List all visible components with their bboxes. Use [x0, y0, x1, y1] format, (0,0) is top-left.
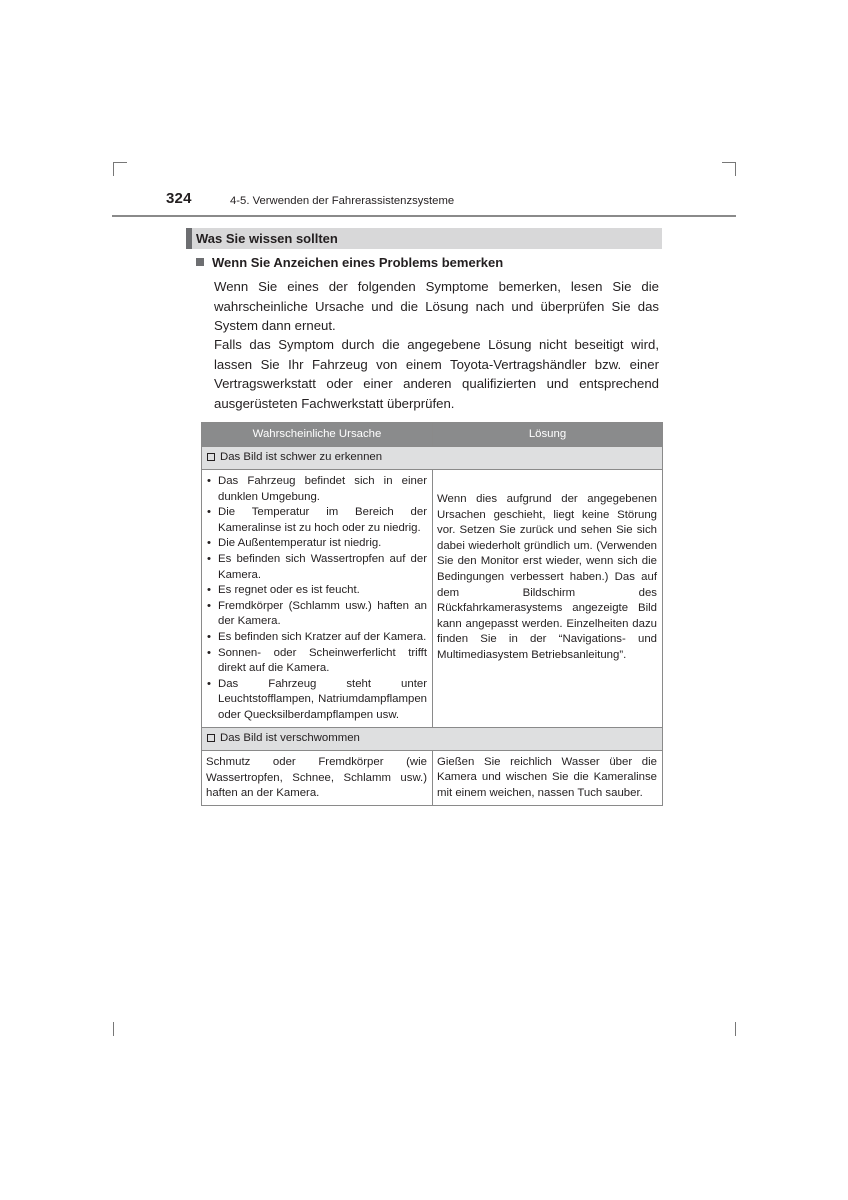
support-paragraph: Falls das Symptom durch die angegebene Lösung nicht beseitigt wird, lassen Sie Ihr Fahrzeug von einem Toyota-Vertragshändler bzw. einer Vertragswerkstatt oder einer anderen qualifizierten und entsprechend ausgerüsteten Fachwerkstatt überprüfen. — [214, 337, 659, 411]
list-item: • Es regnet oder es ist feucht. — [206, 583, 427, 599]
list-item: • Die Außentemperatur ist niedrig. — [206, 536, 427, 552]
symptom-row — [202, 727, 663, 750]
checkbox-icon — [207, 734, 215, 742]
solution-cell: Wenn dies aufgrund der angegebenen Ursachen geschieht, liegt keine Störung vor. Setzen Sie zurück und sehen Sie sich dabei wiederholt gründlich um. (Verwenden Sie den Monitor erst wieder, wenn sich die Bedingungen verbessert haben.) Das auf dem Bildschirm des Rückfahrkamerasystems angezeigte Bild kann angepasst werden. Einzelheiten dazu finden Sie in der “Navigations- und Multimediasystem Betriebsanleitung”. — [433, 470, 663, 728]
list-item: • Das Fahrzeug steht unter Leuchtstofflampen, Natriumdampflampen oder Quecksilberdampflampen usw. — [206, 677, 427, 724]
checkbox-icon — [207, 453, 215, 461]
section-title: Was Sie wissen sollten — [196, 231, 338, 246]
crop-mark — [722, 162, 736, 163]
subheading — [196, 255, 503, 270]
table-row — [202, 470, 663, 728]
subheading-text: Wenn Sie Anzeichen eines Problems bemerken — [212, 255, 504, 270]
table-header-row — [202, 423, 663, 447]
crop-mark — [113, 162, 127, 163]
symptom-cell — [202, 447, 663, 470]
square-bullet-icon — [196, 258, 204, 266]
header-cause: Wahrscheinliche Ursache — [202, 423, 433, 447]
symptom-label: Das Bild ist verschwommen — [220, 731, 360, 744]
crop-mark — [113, 162, 114, 176]
list-item: • Es befinden sich Wassertropfen auf der Kamera. — [206, 552, 427, 583]
table-row — [202, 750, 663, 806]
list-item: • Die Temperatur im Bereich der Kameralinse ist zu hoch oder zu niedrig. — [206, 505, 427, 536]
solution-cell: Gießen Sie reichlich Wasser über die Kamera und wischen Sie die Kameralinse mit einem weichen, nassen Tuch sauber. — [433, 750, 663, 806]
list-item: • Das Fahrzeug befindet sich in einer dunklen Umgebung. — [206, 474, 427, 505]
list-item: • Fremdkörper (Schlamm usw.) haften an der Kamera. — [206, 599, 427, 630]
header-solution: Lösung — [433, 423, 663, 447]
chapter-title: 4-5. Verwenden der Fahrerassistenzsysteme — [230, 195, 455, 207]
symptom-cell — [202, 727, 663, 750]
section-heading-bar — [186, 228, 662, 249]
header-divider — [112, 215, 736, 217]
intro-paragraph: Wenn Sie eines der folgenden Symptome bemerken, lesen Sie die wahrscheinliche Ursache und die Lösung nach und überprüfen Sie das System dann erneut. — [214, 279, 659, 333]
list-item: • Es befinden sich Kratzer auf der Kamera. — [206, 630, 427, 646]
page-number: 324 — [166, 190, 192, 207]
list-item: • Sonnen- oder Scheinwerferlicht trifft direkt auf die Kamera. — [206, 646, 427, 677]
crop-mark — [735, 1022, 736, 1036]
crop-mark — [735, 162, 736, 176]
cause-cell: Schmutz oder Fremdkörper (wie Wassertropfen, Schnee, Schlamm usw.) haften an der Kamera. — [202, 750, 433, 806]
symptom-label: Das Bild ist schwer zu erkennen — [220, 451, 383, 464]
symptom-row — [202, 447, 663, 470]
cause-cell — [202, 470, 433, 728]
cause-list — [206, 474, 427, 724]
troubleshooting-table — [201, 422, 663, 806]
crop-mark — [113, 1022, 114, 1036]
